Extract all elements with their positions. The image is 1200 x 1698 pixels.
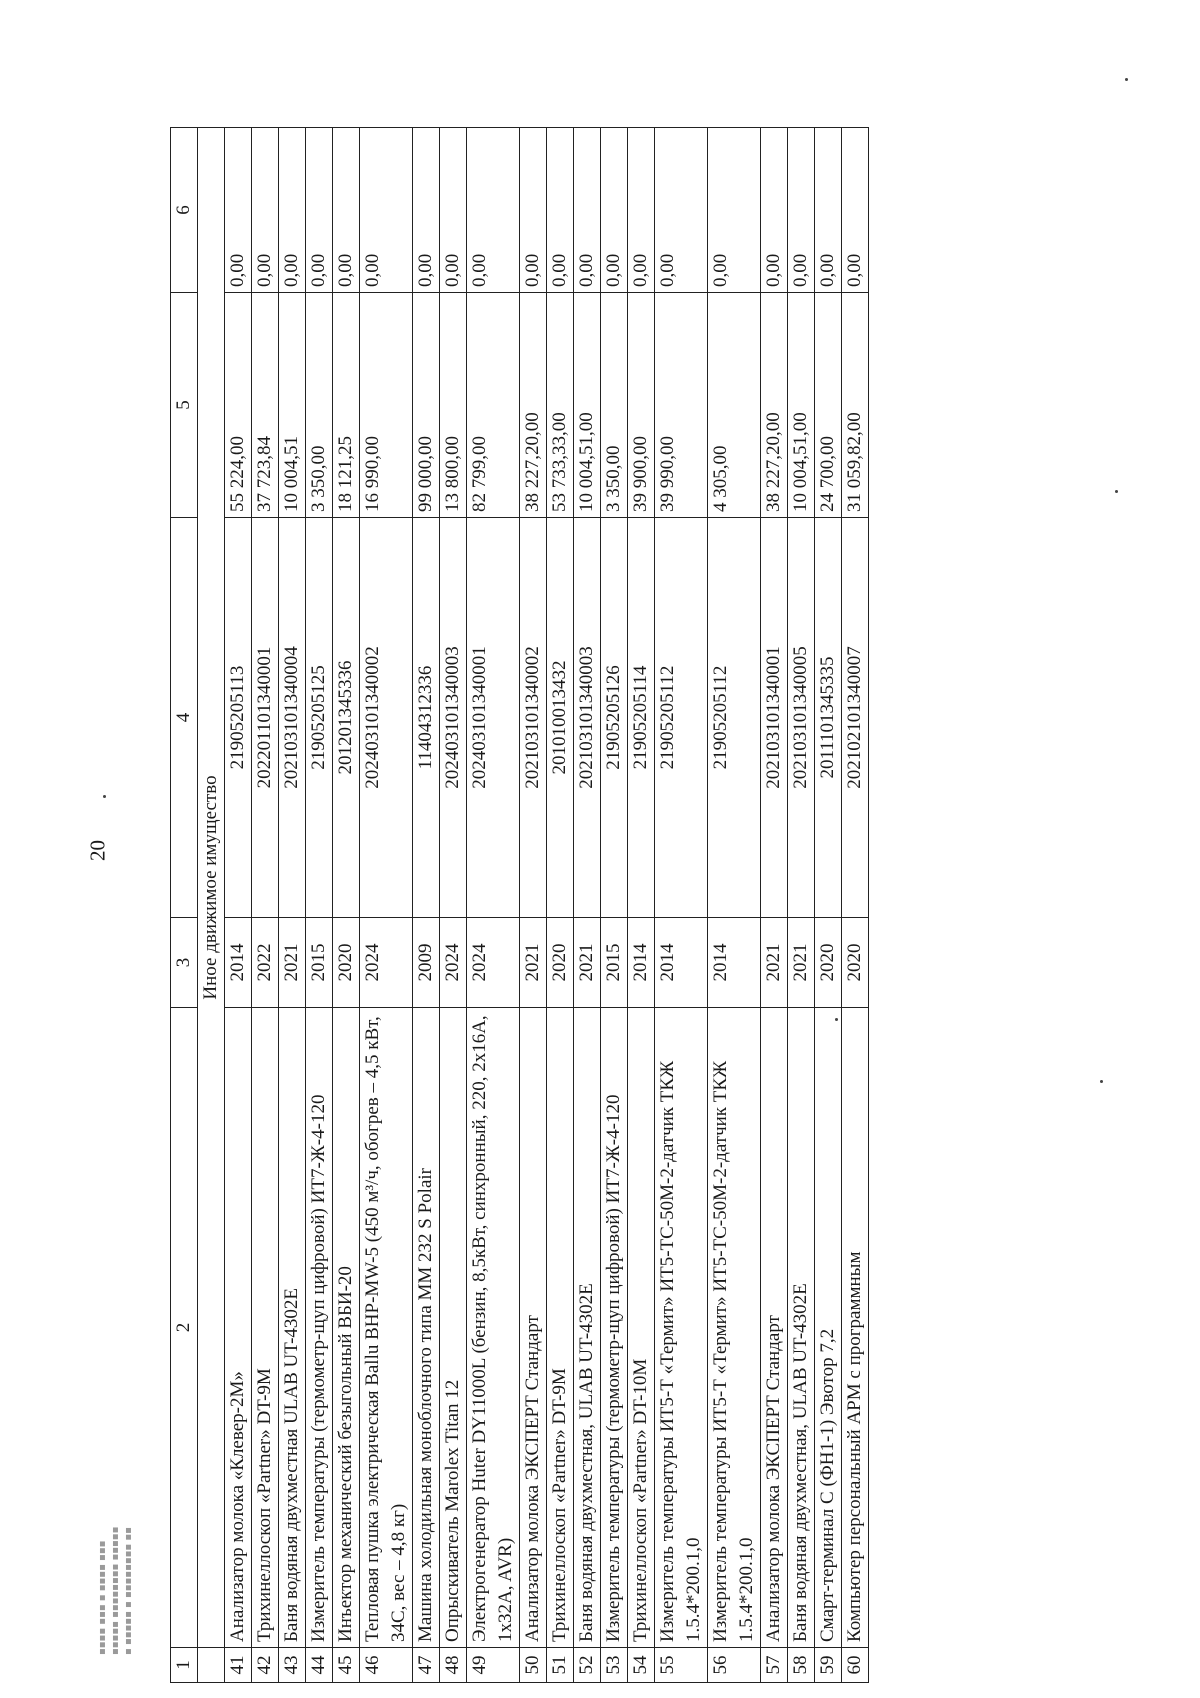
row-number-cell: 45 xyxy=(333,1648,360,1683)
item-name-cell: Электрогенератор Huter DY11000L (бензин, 8,5кВт, синхронный, 220, 2x16A, 1x32A, AVR) xyxy=(467,1008,520,1648)
book-value-cell: 24 700,00 xyxy=(815,293,842,518)
table-row xyxy=(279,128,306,1683)
scan-speck xyxy=(103,795,106,798)
residual-value-cell: 0,00 xyxy=(279,128,306,293)
column-number: 1 xyxy=(171,1648,198,1683)
table-row xyxy=(440,128,467,1683)
inventory-code-cell: 202403101340001 xyxy=(467,518,520,918)
item-name-cell: Компьютер персональный АРМ с программным xyxy=(842,1008,869,1648)
book-value-cell: 99 000,00 xyxy=(413,293,440,518)
row-number-cell: 48 xyxy=(440,1648,467,1683)
item-name-cell: Анализатор молока «Клевер-2М» xyxy=(225,1008,252,1648)
section-row xyxy=(198,128,225,1683)
item-name-cell: Измеритель температуры ИТ5-Т «Термит» ИТ5-ТС-50М-2-датчик ТКЖ 1.5.4*200.1,0 xyxy=(708,1008,761,1648)
faded-stamp-mark: ▪▪▪▪ ▪▪▪ ▪ ▪▪▪▪ ▪▪▪ ▪▪▪▪▪ ▪▪▪▪▪▪▪▪ ▪▪▪▪▪ ▪ ▪▪▪▪▪ ▪ ▪▪▪▪▪▪▪▪ ▪▪ xyxy=(97,1526,134,1655)
year-cell: 2020 xyxy=(842,918,869,1008)
item-name-cell: Измеритель температуры (термометр-щуп цифровой) ИТ7-Ж-4-120 xyxy=(306,1008,333,1648)
row-number-cell: 56 xyxy=(708,1648,761,1683)
row-number-cell: 46 xyxy=(360,1648,413,1683)
table-row xyxy=(655,128,708,1683)
scan-speck xyxy=(1125,78,1128,81)
inventory-code-cell: 201201345336 xyxy=(333,518,360,918)
year-cell: 2020 xyxy=(333,918,360,1008)
item-name-cell: Анализатор молока ЭКСПЕРТ Стандарт xyxy=(761,1008,788,1648)
year-cell: 2015 xyxy=(306,918,333,1008)
row-number-cell: 58 xyxy=(788,1648,815,1683)
book-value-cell: 10 004,51 xyxy=(279,293,306,518)
row-number-cell: 50 xyxy=(520,1648,547,1683)
table-row xyxy=(761,128,788,1683)
inventory-code-cell: 202103101340004 xyxy=(279,518,306,918)
table-row xyxy=(520,128,547,1683)
row-number-cell: 59 xyxy=(815,1648,842,1683)
item-name-cell: Баня водяная двухместная ULAB UT-4302E xyxy=(279,1008,306,1648)
residual-value-cell: 0,00 xyxy=(225,128,252,293)
item-name-cell: Баня водяная двухместная, ULAB UT-4302E xyxy=(574,1008,601,1648)
table-row xyxy=(252,128,279,1683)
year-cell: 2024 xyxy=(440,918,467,1008)
table-row xyxy=(628,128,655,1683)
scan-speck xyxy=(1100,1080,1103,1083)
residual-value-cell: 0,00 xyxy=(788,128,815,293)
item-name-cell: Тепловая пушка электрическая Ballu BHP-MW-5 (450 м³/ч, обогрев – 4,5 кВт, 34С, вес – 4,8 кг) xyxy=(360,1008,413,1648)
inventory-code-cell: 21905205112 xyxy=(655,518,708,918)
inventory-code-cell: 201010013432 xyxy=(547,518,574,918)
table-row xyxy=(360,128,413,1683)
residual-value-cell: 0,00 xyxy=(252,128,279,293)
inventory-code-cell: 202102101340007 xyxy=(842,518,869,918)
year-cell: 2020 xyxy=(815,918,842,1008)
book-value-cell: 31 059,82,00 xyxy=(842,293,869,518)
item-name-cell: Смарт-терминал С (ФН1-1) Эвотор 7,2 xyxy=(815,1008,842,1648)
book-value-cell: 3 350,00 xyxy=(306,293,333,518)
year-cell: 2024 xyxy=(360,918,413,1008)
scan-speck xyxy=(1115,490,1118,493)
table-row xyxy=(547,128,574,1683)
table-row xyxy=(574,128,601,1683)
residual-value-cell: 0,00 xyxy=(467,128,520,293)
item-name-cell: Анализатор молока ЭКСПЕРТ Стандарт xyxy=(520,1008,547,1648)
row-number-cell: 49 xyxy=(467,1648,520,1683)
year-cell: 2014 xyxy=(655,918,708,1008)
book-value-cell: 37 723,84 xyxy=(252,293,279,518)
column-number: 2 xyxy=(171,1008,198,1648)
row-number-cell: 51 xyxy=(547,1648,574,1683)
book-value-cell: 55 224,00 xyxy=(225,293,252,518)
item-name-cell: Трихинеллоскоп «Partner» DT-9M xyxy=(547,1008,574,1648)
row-number-cell: 55 xyxy=(655,1648,708,1683)
row-number-cell: 41 xyxy=(225,1648,252,1683)
residual-value-cell: 0,00 xyxy=(360,128,413,293)
residual-value-cell: 0,00 xyxy=(520,128,547,293)
year-cell: 2022 xyxy=(252,918,279,1008)
year-cell: 2024 xyxy=(467,918,520,1008)
inventory-code-cell: 21905205112 xyxy=(708,518,761,918)
row-number-cell: 52 xyxy=(574,1648,601,1683)
inventory-code-cell: 11404312336 xyxy=(413,518,440,918)
book-value-cell: 10 004,51,00 xyxy=(788,293,815,518)
column-number: 4 xyxy=(171,518,198,918)
year-cell: 2021 xyxy=(520,918,547,1008)
table-row xyxy=(708,128,761,1683)
property-table xyxy=(170,127,869,1683)
inventory-code-cell: 202103101340002 xyxy=(520,518,547,918)
row-number-cell: 54 xyxy=(628,1648,655,1683)
residual-value-cell: 0,00 xyxy=(413,128,440,293)
table-row xyxy=(815,128,842,1683)
year-cell: 2020 xyxy=(547,918,574,1008)
residual-value-cell: 0,00 xyxy=(628,128,655,293)
inventory-code-cell: 202103101340005 xyxy=(788,518,815,918)
residual-value-cell: 0,00 xyxy=(547,128,574,293)
book-value-cell: 38 227,20,00 xyxy=(761,293,788,518)
item-name-cell: Трихинеллоскоп «Partner» DT-10M xyxy=(628,1008,655,1648)
year-cell: 2014 xyxy=(708,918,761,1008)
inventory-code-cell: 202403101340002 xyxy=(360,518,413,918)
table-row xyxy=(413,128,440,1683)
row-number-cell: 57 xyxy=(761,1648,788,1683)
book-value-cell: 39 990,00 xyxy=(655,293,708,518)
residual-value-cell: 0,00 xyxy=(333,128,360,293)
section-title: Иное движимое имущество xyxy=(198,128,225,1648)
column-number: 5 xyxy=(171,293,198,518)
item-name-cell: Машина холодильная моноблочного типа ММ 232 S Polair xyxy=(413,1008,440,1648)
book-value-cell: 38 227,20,00 xyxy=(520,293,547,518)
table-row xyxy=(306,128,333,1683)
book-value-cell: 39 900,00 xyxy=(628,293,655,518)
table-row xyxy=(842,128,869,1683)
inventory-code-cell: 202201101340001 xyxy=(252,518,279,918)
rotated-table-container xyxy=(170,128,1055,1683)
residual-value-cell: 0,00 xyxy=(708,128,761,293)
row-number-cell: 44 xyxy=(306,1648,333,1683)
book-value-cell: 10 004,51,00 xyxy=(574,293,601,518)
inventory-code-cell: 202403101340003 xyxy=(440,518,467,918)
table-row xyxy=(333,128,360,1683)
residual-value-cell: 0,00 xyxy=(761,128,788,293)
row-number-cell: 60 xyxy=(842,1648,869,1683)
residual-value-cell: 0,00 xyxy=(574,128,601,293)
year-cell: 2021 xyxy=(761,918,788,1008)
book-value-cell: 82 799,00 xyxy=(467,293,520,518)
item-name-cell: Измеритель температуры (термометр-щуп цифровой) ИТ7-Ж-4-120 xyxy=(601,1008,628,1648)
year-cell: 2021 xyxy=(279,918,306,1008)
residual-value-cell: 0,00 xyxy=(655,128,708,293)
book-value-cell: 4 305,00 xyxy=(708,293,761,518)
inventory-code-cell: 2011101345335 xyxy=(815,518,842,918)
item-name-cell: Баня водяная двухместная, ULAB UT-4302E xyxy=(788,1008,815,1648)
table-row xyxy=(467,128,520,1683)
table-row xyxy=(225,128,252,1683)
inventory-code-cell: 202103101340003 xyxy=(574,518,601,918)
inventory-code-cell: 202103101340001 xyxy=(761,518,788,918)
column-number-row xyxy=(171,128,198,1683)
item-name-cell: Измеритель температуры ИТ5-Т «Термит» ИТ5-ТС-50М-2-датчик ТКЖ 1.5.4*200.1,0 xyxy=(655,1008,708,1648)
residual-value-cell: 0,00 xyxy=(842,128,869,293)
residual-value-cell: 0,00 xyxy=(440,128,467,293)
row-number-cell: 43 xyxy=(279,1648,306,1683)
table-row xyxy=(601,128,628,1683)
year-cell: 2015 xyxy=(601,918,628,1008)
year-cell: 2014 xyxy=(628,918,655,1008)
residual-value-cell: 0,00 xyxy=(815,128,842,293)
book-value-cell: 13 800,00 xyxy=(440,293,467,518)
book-value-cell: 3 350,00 xyxy=(601,293,628,518)
residual-value-cell: 0,00 xyxy=(601,128,628,293)
item-name-cell: Трихинеллоскоп «Partner» DT-9M xyxy=(252,1008,279,1648)
row-number-cell: 42 xyxy=(252,1648,279,1683)
inventory-code-cell: 21905205114 xyxy=(628,518,655,918)
book-value-cell: 16 990,00 xyxy=(360,293,413,518)
inventory-code-cell: 21905205125 xyxy=(306,518,333,918)
book-value-cell: 53 733,33,00 xyxy=(547,293,574,518)
inventory-code-cell: 21905205113 xyxy=(225,518,252,918)
column-number: 6 xyxy=(171,128,198,293)
year-cell: 2021 xyxy=(788,918,815,1008)
year-cell: 2014 xyxy=(225,918,252,1008)
table-row xyxy=(788,128,815,1683)
year-cell: 2021 xyxy=(574,918,601,1008)
column-number: 3 xyxy=(171,918,198,1008)
item-name-cell: Опрыскиватель Marolex Titan 12 xyxy=(440,1008,467,1648)
item-name-cell: Инъектор механический безыгольный ВБИ-20 xyxy=(333,1008,360,1648)
book-value-cell: 18 121,25 xyxy=(333,293,360,518)
year-cell: 2009 xyxy=(413,918,440,1008)
page-number: 20 xyxy=(85,840,110,861)
row-number-cell: 47 xyxy=(413,1648,440,1683)
residual-value-cell: 0,00 xyxy=(306,128,333,293)
inventory-code-cell: 21905205126 xyxy=(601,518,628,918)
row-number-cell: 53 xyxy=(601,1648,628,1683)
